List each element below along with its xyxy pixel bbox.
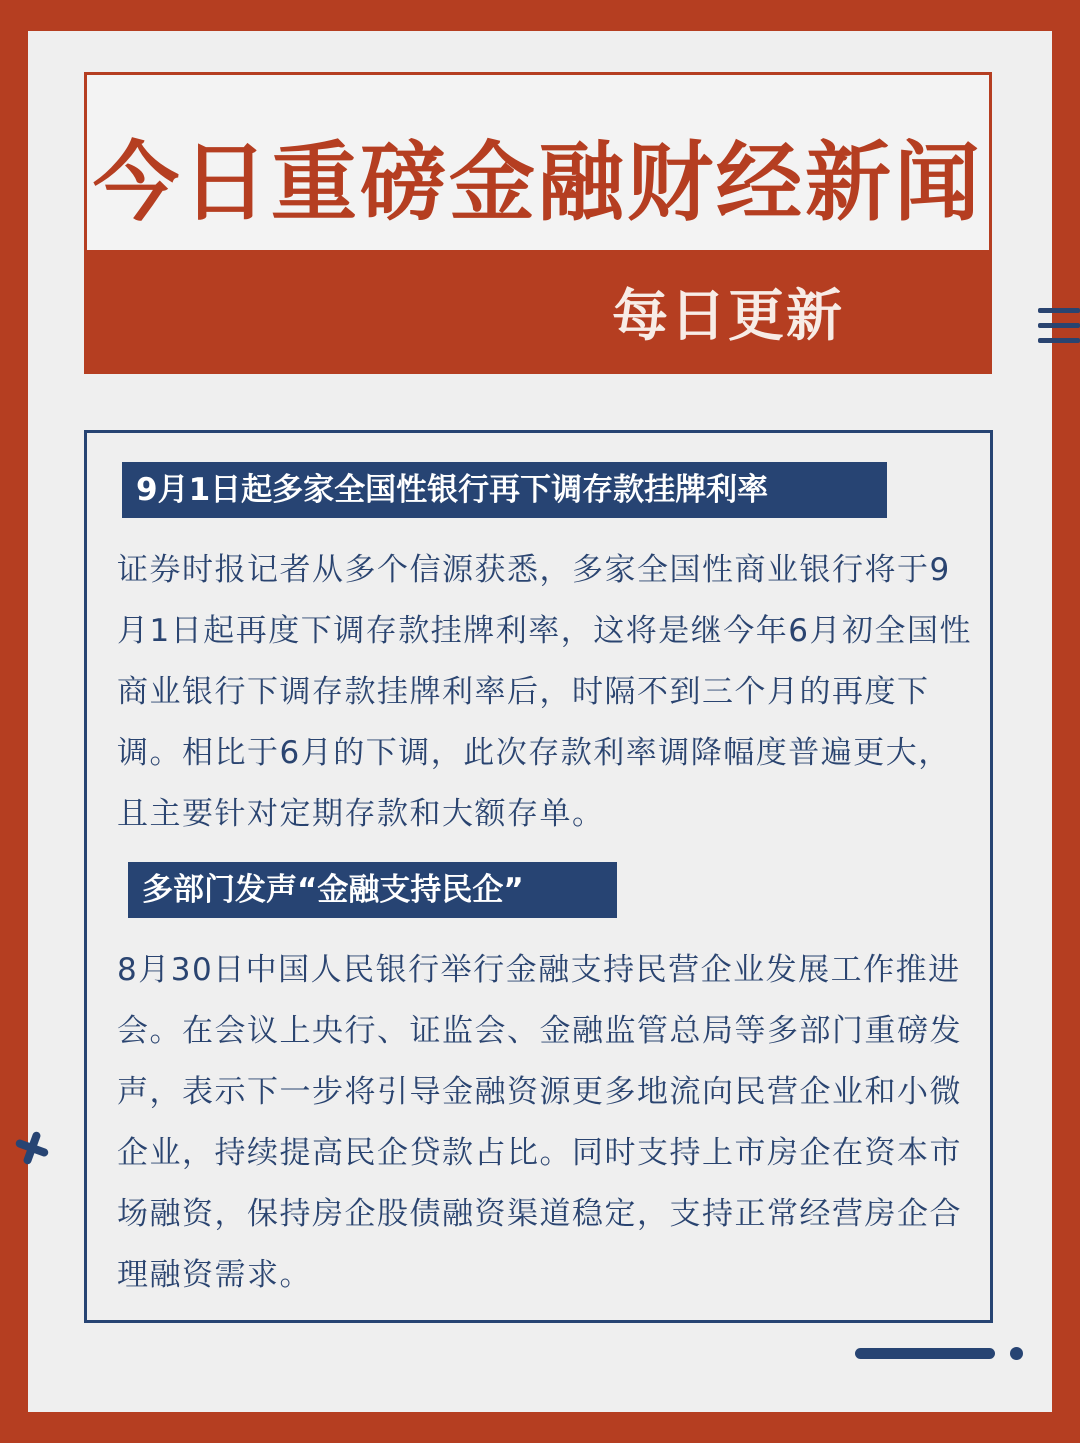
- menu-icon: [1038, 308, 1080, 344]
- cross-icon: [12, 1128, 52, 1168]
- subtitle: 每日更新: [612, 284, 844, 349]
- section-heading-bank-rates: 9月1日起多家全国性银行再下调存款挂牌利率: [122, 462, 887, 518]
- section-body-bank-rates: 证券时报记者从多个信源获悉，多家全国性商业银行将于9月1日起再度下调存款挂牌利率，这将是继今年6月初全国性商业银行下调存款挂牌利率后，时隔不到三个月的再度下调。相比于6月的下调，此次存款利率调降幅度普遍更大，且主要针对定期存款和大额存单。: [117, 552, 972, 832]
- page-title: 今日重磅金融财经新闻: [93, 133, 983, 233]
- section-heading-private-enterprise: 多部门发声“金融支持民企”: [128, 862, 617, 918]
- decorative-dot: [1010, 1347, 1023, 1360]
- section-body-private-enterprise: 8月30日中国人民银行举行金融支持民营企业发展工作推进会。在会议上央行、证监会、金融监管总局等多部门重磅发声，表示下一步将引导金融资源更多地流向民营企业和小微企业，持续提高民企贷款占比。同时支持上市房企在资本市场融资，保持房企股债融资渠道稳定，支持正常经营房企合理融资需求。: [117, 952, 962, 1293]
- subtitle-bar: [84, 253, 992, 374]
- decorative-dash: [855, 1348, 995, 1359]
